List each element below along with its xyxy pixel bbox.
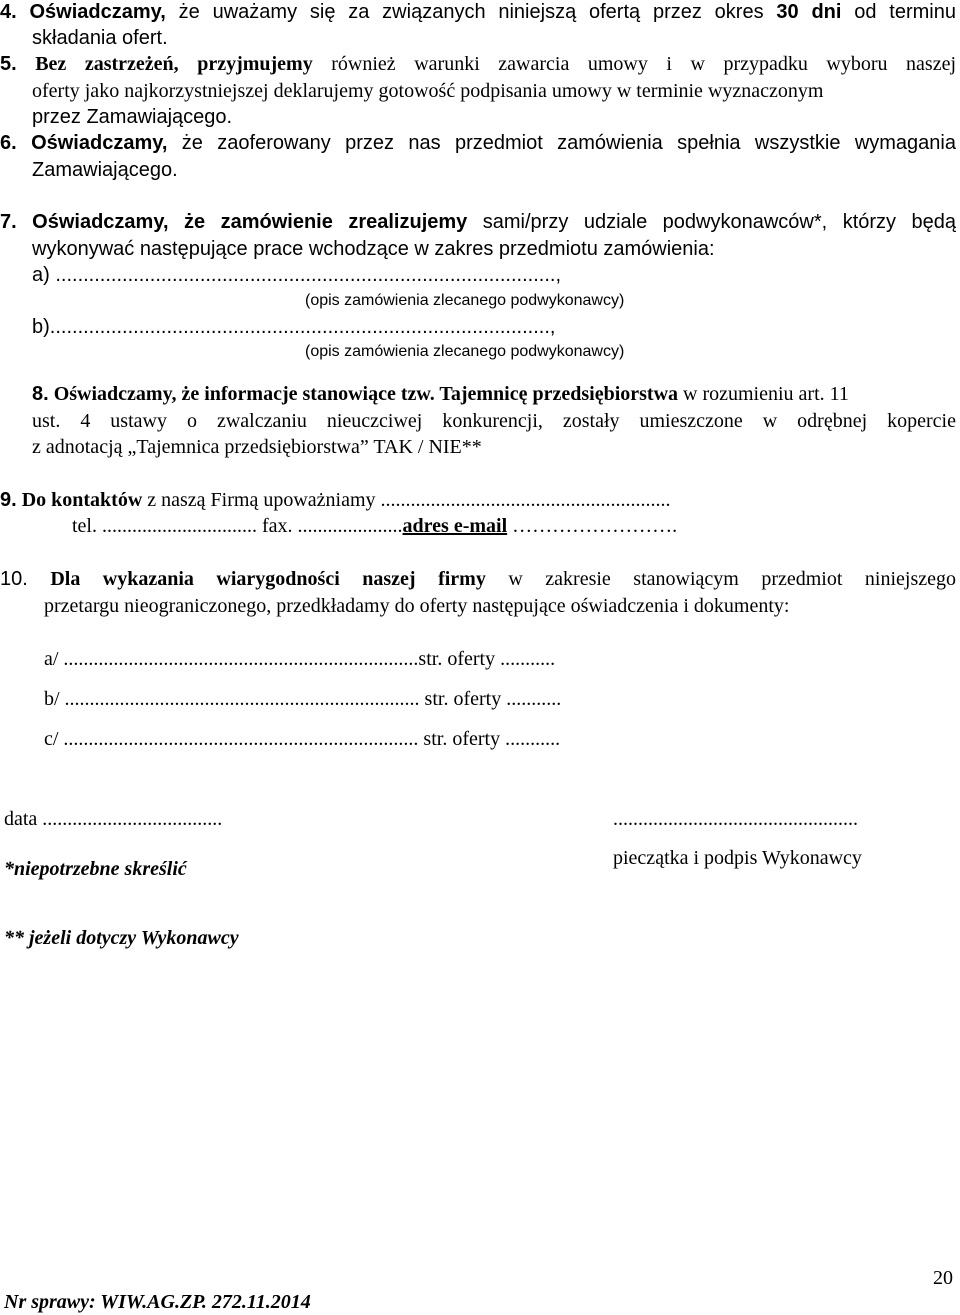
item-5-lead: Bez zastrzeżeń, przyjmujemy <box>35 53 313 75</box>
item-10-row-a: a/ .......................................................................str. oferty ........... <box>44 648 556 670</box>
item-10-line-1 <box>0 566 956 592</box>
item-7-b-caption: (opis zamówienia zlecanego podwykonawcy) <box>305 343 625 360</box>
item-8-line-2: ust. 4 ustawy o zwalczaniu nieuczciwej konkurencji, zostały umieszczone w odrębnej kopercie <box>32 410 956 432</box>
date-line: data .................................... <box>4 808 223 830</box>
item-9-line-2 <box>72 513 677 539</box>
item-7-a-line: a) .........................................................................................., <box>32 264 561 286</box>
item-9-lead: Do kontaktów <box>21 489 143 511</box>
item-7-number: 7. <box>0 211 17 233</box>
item-5-line-1 <box>0 51 956 77</box>
item-6-line-1 <box>0 130 956 156</box>
item-9-tel-fax: tel. ............................... fax. ..................... <box>72 515 403 537</box>
item-10-row-c: c/ ....................................................................... str. oferty ........... <box>44 728 561 750</box>
item-10-row-b: b/ ....................................................................... str. oferty ........... <box>44 688 562 710</box>
item-9-email-label: adres e-mail <box>402 515 508 537</box>
item-9-text: z naszą Firmą upoważniamy .......................................................... <box>142 489 671 511</box>
item-4-text-b: od terminu <box>841 1 956 23</box>
item-10-number: 10. <box>0 568 28 590</box>
item-8-number: 8. <box>32 383 49 405</box>
item-5-text: również warunki zawarcia umowy i w przypadku wyboru naszej <box>312 53 956 75</box>
item-4-lead: Oświadczamy, <box>29 1 166 23</box>
item-5-line-2: oferty jako najkorzystniejszej deklarujemy gotowość podpisania umowy w terminie wyznaczonym <box>32 80 824 102</box>
item-8-line-3: z adnotacją „Tajemnica przedsiębiorstwa” TAK / NIE** <box>32 436 482 458</box>
item-4-number: 4. <box>0 1 17 23</box>
item-4-text: że uważamy się za związanych niniejszą ofertą przez okres <box>165 1 777 23</box>
footnote-1: *niepotrzebne skreślić <box>4 858 187 880</box>
item-6-line-2: Zamawiającego. <box>32 159 178 181</box>
item-10-text: w zakresie stanowiącym przedmiot niniejszego <box>485 568 956 590</box>
item-4-line-2: składania ofert. <box>32 27 168 49</box>
footnote-2: ** jeżeli dotyczy Wykonawcy <box>4 927 239 949</box>
item-7-text: sami/przy udziale podwykonawców*, którzy będą <box>467 211 956 233</box>
signature-dots: ................................................. <box>613 808 858 830</box>
item-9-email-dots: ……………………. <box>507 515 678 537</box>
item-4-days: 30 dni <box>776 1 842 23</box>
item-7-line-1 <box>0 209 956 235</box>
item-7-line-2: wykonywać następujące prace wchodzące w zakres przedmiotu zamówienia: <box>32 238 715 260</box>
item-10-lead: Dla wykazania wiarygodności naszej firmy <box>50 568 486 590</box>
item-4-line-1 <box>0 0 956 25</box>
item-9-number: 9. <box>0 489 17 511</box>
item-7-b-line: b).........................................................................................., <box>32 316 556 338</box>
item-10-line-2: przetargu nieograniczonego, przedkładamy do oferty następujące oświadczenia i dokumenty: <box>44 595 790 617</box>
signature-caption: pieczątka i podpis Wykonawcy <box>613 847 862 869</box>
item-5-line-3: przez Zamawiającego. <box>32 106 233 128</box>
item-6-number: 6. <box>0 132 17 154</box>
item-7-a-caption: (opis zamówienia zlecanego podwykonawcy) <box>305 292 625 309</box>
item-5-number: 5. <box>0 53 17 75</box>
item-8-lead: Oświadczamy, że informacje stanowiące tzw. Tajemnicę przedsiębiorstwa <box>53 383 679 405</box>
item-8-text: w rozumieniu art. 11 <box>678 383 849 405</box>
case-number: Nr sprawy: WIW.AG.ZP. 272.11.2014 <box>4 1291 311 1313</box>
item-6-lead: Oświadczamy, <box>31 132 168 154</box>
item-7-lead: Oświadczamy, że zamówienie zrealizujemy <box>32 211 468 233</box>
page-number: 20 <box>933 1267 953 1289</box>
item-6-text: że zaoferowany przez nas przedmiot zamówienia spełnia wszystkie wymagania <box>167 132 956 154</box>
item-8-line-1 <box>32 381 849 407</box>
item-9-line-1 <box>0 487 671 513</box>
